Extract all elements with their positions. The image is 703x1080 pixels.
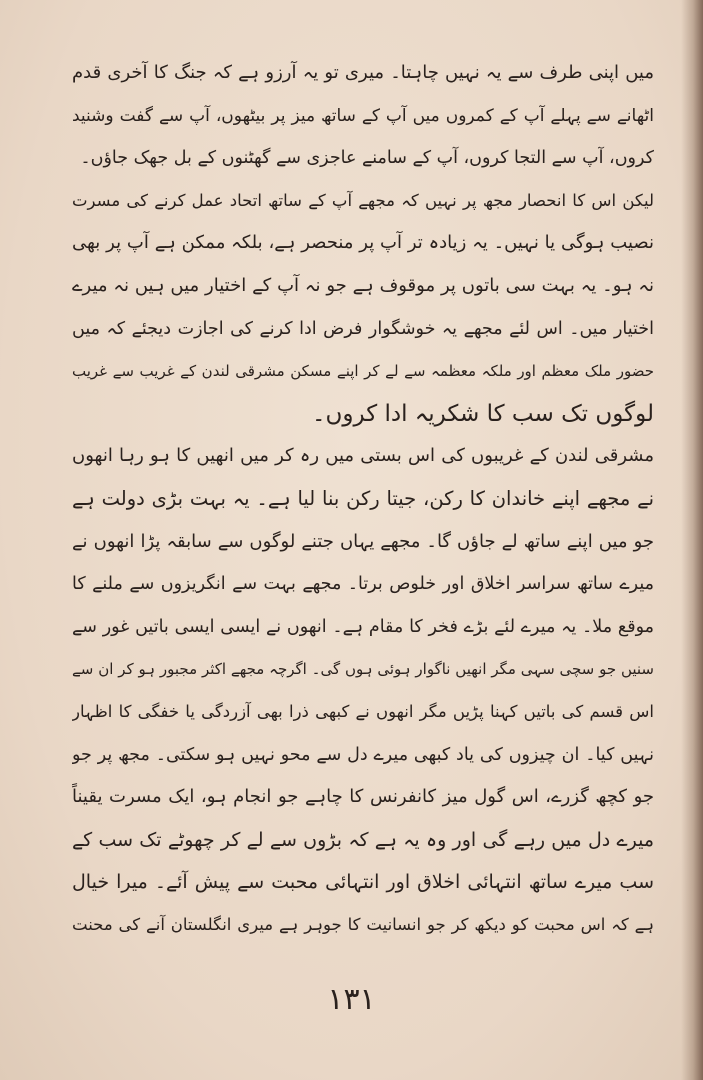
text-line: سنیں جو سچی سہی مگر انھیں ناگوار ہوئی ہوں گی۔ اگرچہ مجھے اکثر مجبور ہو کر ان سے [72,660,654,679]
text-line: میں اپنی طرف سے یہ نہیں چاہتا۔ میری تو یہ آرزو ہے کہ جنگ کا آخری قدم [72,62,654,83]
text-line: لوگوں تک سب کا شکریہ ادا کروں۔ [312,400,654,427]
text-line: نے مجھے اپنے خاندان کا رکن، جیتا رکن بنا لیا ہے۔ یہ بہت بڑی دولت ہے [72,486,654,510]
body-text [72,52,654,946]
text-line: کروں، آپ سے التجا کروں، آپ کے سامنے عاجزی سے گھٹنوں کے بل جھک جاؤں۔ [80,148,654,169]
text-line: لیکن اس کا انحصار مجھ پر نہیں کہ مجھے آپ کے ساتھ اتحاد عمل کرنے کی مسرت [72,190,654,210]
text-line: اختیار میں۔ اس لئے مجھے یہ خوشگوار فرض ادا کرنے کی اجازت دیجئے کہ میں [72,318,654,339]
text-line: نصیب ہوگی یا نہیں۔ یہ زیادہ تر آپ پر منحصر ہے، بلکہ ممکن ہے آپ پر بھی [72,232,654,254]
text-line: مشرقی لندن کے غریبوں کی اس بستی میں رہ کر میں انھیں کا ہو رہا انھوں [72,445,654,467]
text-line: موقع ملا۔ یہ میرے لئے بڑے فخر کا مقام ہے۔ انھوں نے ایسی ایسی باتیں غور سے [72,616,654,637]
text-line: نہیں کیا۔ ان چیزوں کی یاد کبھی میرے دل سے محو نہیں ہو سکتی۔ مجھ پر جو [72,744,654,765]
text-line: نہ ہو۔ یہ بہت سی باتوں پر موقوف ہے جو نہ آپ کے اختیار میں ہیں نہ میرے [72,274,654,296]
page-number: ١٣١ [327,982,376,1017]
text-line: ہے کہ اس محبت کو دیکھ کر جو انسانیت کا جوہر ہے میری انگلستان آنے کی محنت [72,914,654,934]
text-line: اٹھانے سے پہلے آپ کے کمروں میں آپ کے ساتھ میز پر بیٹھوں، آپ سے گفت وشنید [72,105,654,126]
text-line: میرے دل میں رہے گی اور وہ یہ ہے کہ بڑوں سے لے کر چھوٹے تک سب کے [72,828,654,851]
binding-shadow [681,0,703,1080]
text-line: جو میں اپنے ساتھ لے جاؤں گا۔ مجھے یہاں جتنے لوگوں سے سابقہ پڑا انھوں نے [72,530,654,552]
text-line: اس قسم کی باتیں کہنا پڑیں مگر انھوں نے کبھی ذرا بھی آزردگی یا خفگی کا اظہار [72,701,654,721]
text-line: حضور ملک معظم اور ملکہ معظمہ سے لے کر اپنے مسکن مشرقی لندن کے غریب سے غریب [72,362,654,381]
text-line: میرے ساتھ سراسر اخلاق اور خلوص برتا۔ مجھے بہت سے انگریزوں سے ملنے کا [72,574,654,595]
text-line: سب میرے ساتھ انتہائی اخلاق اور انتہائی محبت سے پیش آئے۔ میرا خیال [72,871,654,894]
text-line: جو کچھ گزرے، اس گول میز کانفرنس کا چاہے جو انجام ہو، ایک مسرت یقیناً [72,786,654,808]
